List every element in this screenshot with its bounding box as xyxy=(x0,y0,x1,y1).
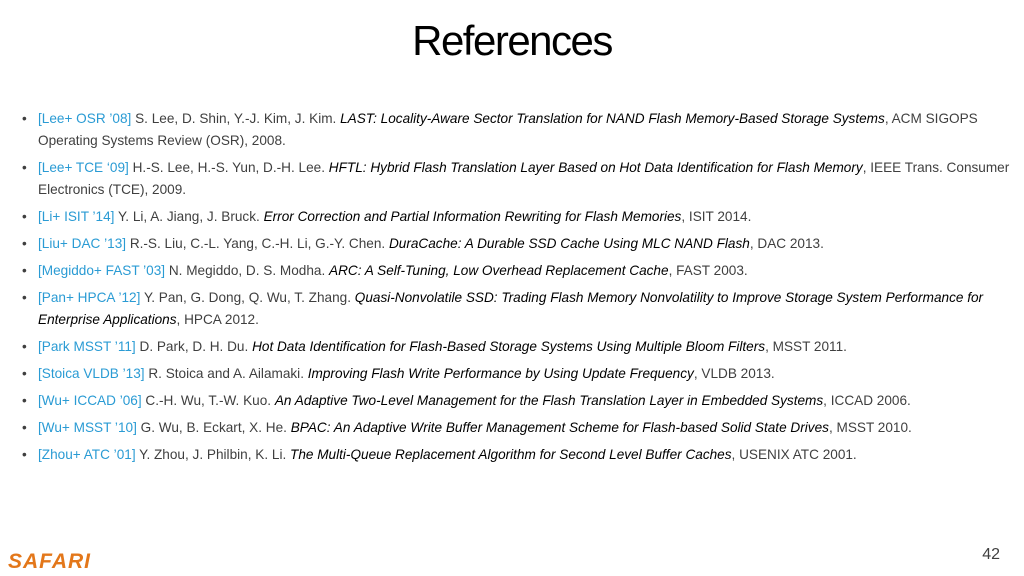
citation-key: [Stoica VLDB ’13] xyxy=(38,366,145,381)
reference-title: HFTL: Hybrid Flash Translation Layer Based on Hot Data Identification for Flash Memory xyxy=(328,160,863,175)
reference-item xyxy=(22,206,1010,228)
reference-title: An Adaptive Two-Level Management for the Flash Translation Layer in Embedded Systems xyxy=(274,393,824,408)
safari-logo: SAFARI xyxy=(8,550,92,573)
citation-key: [Pan+ HPCA ’12] xyxy=(38,290,141,305)
reference-venue: , USENIX ATC 2001. xyxy=(731,447,857,462)
reference-venue: , IEEE Trans. Consumer Electronics (TCE), 2009. xyxy=(38,160,1010,197)
reference-authors: H.-S. Lee, H.-S. Yun, D.-H. Lee. xyxy=(132,160,326,175)
reference-authors: Y. Li, A. Jiang, J. Bruck. xyxy=(117,209,260,224)
citation-key: [Lee+ TCE ‘09] xyxy=(38,160,129,175)
reference-venue: , ACM SIGOPS Operating Systems Review (OSR), 2008. xyxy=(38,111,978,148)
reference-item xyxy=(22,108,1010,152)
reference-venue: , ISIT 2014. xyxy=(681,209,752,224)
citation-key: [Wu+ ICCAD ’06] xyxy=(38,393,142,408)
reference-title: BPAC: An Adaptive Write Buffer Management Scheme for Flash-based Solid State Drives xyxy=(290,420,829,435)
reference-item xyxy=(22,287,1010,331)
reference-list xyxy=(22,108,1010,471)
reference-authors: D. Park, D. H. Du. xyxy=(139,339,249,354)
citation-key: [Megiddo+ FAST ’03] xyxy=(38,263,166,278)
citation-key: [Wu+ MSST ’10] xyxy=(38,420,137,435)
reference-authors: R. Stoica and A. Ailamaki. xyxy=(148,366,304,381)
reference-item xyxy=(22,233,1010,255)
reference-title: DuraCache: A Durable SSD Cache Using MLC NAND Flash xyxy=(388,236,750,251)
reference-venue: , HPCA 2012. xyxy=(176,312,259,327)
reference-venue: , DAC 2013. xyxy=(749,236,824,251)
reference-title: Improving Flash Write Performance by Using Update Frequency xyxy=(307,366,694,381)
page-number: 42 xyxy=(982,546,1000,563)
reference-authors: S. Lee, D. Shin, Y.-J. Kim, J. Kim. xyxy=(135,111,337,126)
reference-venue: , VLDB 2013. xyxy=(693,366,775,381)
reference-item xyxy=(22,444,1010,466)
page-title: References xyxy=(412,17,612,64)
reference-title: LAST: Locality-Aware Sector Translation for NAND Flash Memory-Based Storage Systems xyxy=(340,111,885,126)
reference-title: Quasi-Nonvolatile SSD: Trading Flash Memory Nonvolatility to Improve Storage System Performance for Enterprise Applications xyxy=(38,290,984,327)
reference-item xyxy=(22,390,1010,412)
reference-venue: , ICCAD 2006. xyxy=(823,393,911,408)
reference-authors: C.-H. Wu, T.-W. Kuo. xyxy=(145,393,272,408)
reference-item xyxy=(22,260,1010,282)
reference-authors: R.-S. Liu, C.-L. Yang, C.-H. Li, G.-Y. Chen. xyxy=(129,236,386,251)
reference-item xyxy=(22,417,1010,439)
citation-key: [Park MSST ’11] xyxy=(38,339,136,354)
reference-title: The Multi-Queue Replacement Algorithm for Second Level Buffer Caches xyxy=(290,447,732,462)
reference-title: Hot Data Identification for Flash-Based Storage Systems Using Multiple Bloom Filters xyxy=(252,339,766,354)
reference-authors: G. Wu, B. Eckart, X. He. xyxy=(140,420,287,435)
citation-key: [Lee+ OSR ’08] xyxy=(38,111,132,126)
reference-venue: , MSST 2010. xyxy=(828,420,912,435)
citation-key: [Liu+ DAC ’13] xyxy=(38,236,127,251)
reference-authors: Y. Pan, G. Dong, Q. Wu, T. Zhang. xyxy=(143,290,351,305)
reference-title: Error Correction and Partial Information Rewriting for Flash Memories xyxy=(263,209,682,224)
reference-item xyxy=(22,336,1010,358)
reference-title: ARC: A Self-Tuning, Low Overhead Replacement Cache xyxy=(329,263,669,278)
reference-venue: , MSST 2011. xyxy=(765,339,847,354)
citation-key: [Li+ ISIT ’14] xyxy=(38,209,115,224)
citation-key: [Zhou+ ATC ’01] xyxy=(38,447,136,462)
reference-authors: Y. Zhou, J. Philbin, K. Li. xyxy=(139,447,287,462)
reference-item xyxy=(22,157,1010,201)
reference-item xyxy=(22,363,1010,385)
reference-venue: , FAST 2003. xyxy=(668,263,748,278)
reference-authors: N. Megiddo, D. S. Modha. xyxy=(168,263,326,278)
